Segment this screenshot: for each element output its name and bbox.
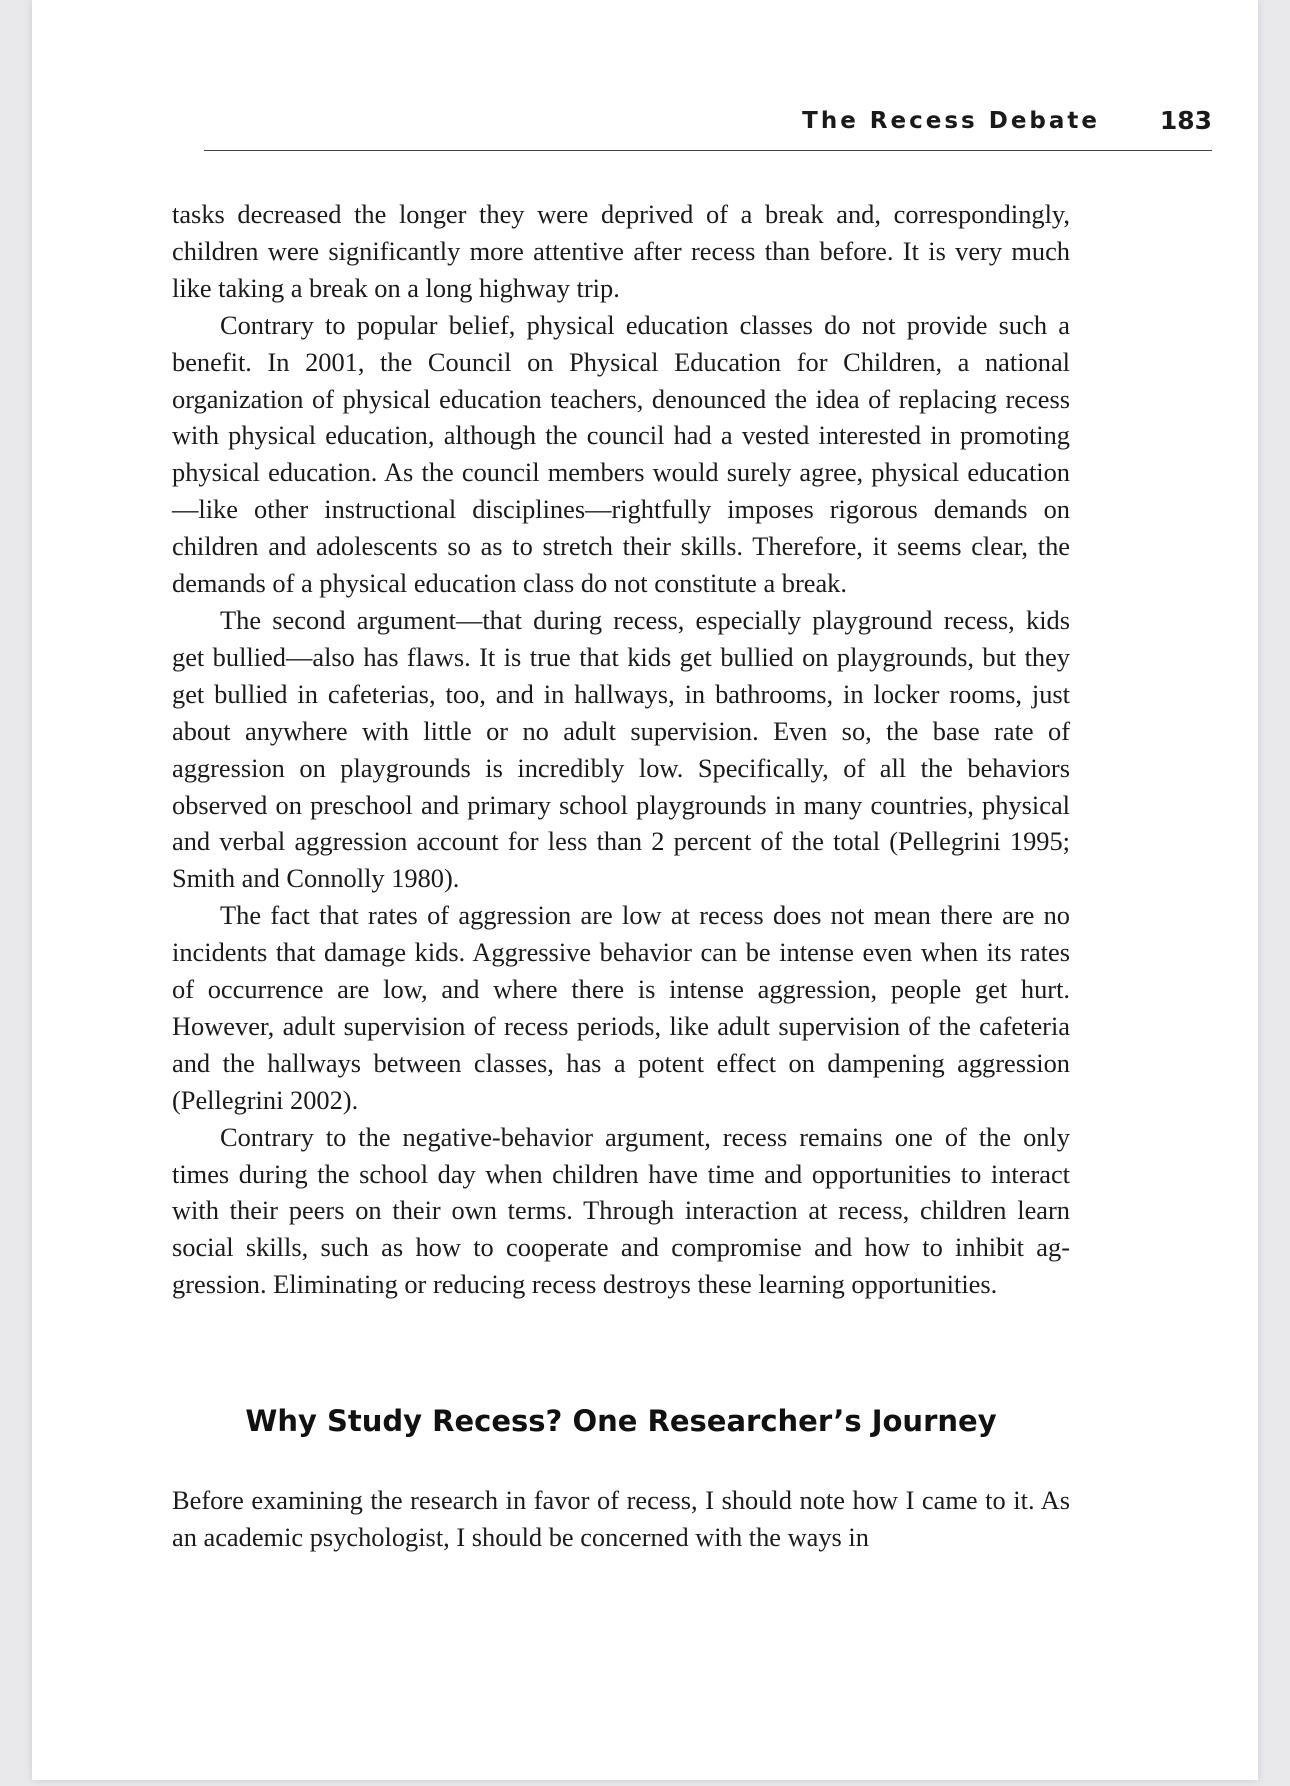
paragraph: tasks decreased the longer they were deprived of a break and, correspondingly, children were significantly more attentive after recess than before. It is very much like taking a break on a long highway trip. bbox=[172, 199, 1070, 303]
paragraph: The second argument—that during recess, especially playground recess, kids get bullied—also has flaws. It is true that kids get bullied on playgrounds, but they get bullied in cafeterias, too, and in hallways, in bathrooms, in locker rooms, just about anywhere with little or no adult supervision. Even so, the base rate of aggression on playgrounds is incredibly low. Specifically, of all the behaviors observed on preschool and primary school playgrounds in many countries, physical and verbal aggression account for less than 2 percent of the total (Pellegrini 1995; Smith and Connolly 1980). bbox=[172, 604, 1070, 894]
paragraph: Contrary to the negative-behavior argument, recess remains one of the only times during the school day when children have time and opportunities to interact with their peers on their own terms. Through interaction at recess, children learn social skills, such as how to cooperate and compromise and how to inhibit aggression. Eliminating or reducing recess destroys these learning opportunities. bbox=[172, 1121, 1070, 1300]
body-text bbox=[172, 196, 1070, 1303]
paragraph: Before examining the research in favor of recess, I should note how I came to it. As an academic psychologist, I should be concerned with the ways in bbox=[172, 1485, 1070, 1552]
page-number: 183 bbox=[1159, 106, 1212, 135]
page-header bbox=[204, 100, 1212, 151]
running-title: The Recess Debate bbox=[802, 108, 1100, 134]
paragraph: Contrary to popular belief, physical education classes do not provide such a benefit. In 2001, the Council on Physical Education for Children, a national organization of physical education teachers, denounced the idea of replacing recess with physical education, although the council had a vested interested in promoting physical education. As the council members would surely agree, physical education—like other instructional disciplines—rightfully imposes rigorous demands on children and adolescents so as to stretch their skills. Therefore, it seems clear, the demands of a physical education class do not constitute a break. bbox=[172, 309, 1070, 599]
section-body-text bbox=[172, 1482, 1070, 1556]
section-heading: Why Study Recess? One Researcher’s Journey bbox=[245, 1404, 997, 1438]
paragraph: The fact that rates of aggression are low at recess does not mean there are no incidents that damage kids. Aggressive behavior can be intense even when its rates of occurrence are low, and where there is intense aggression, people get hurt. However, adult supervision of recess periods, like adult supervision of the cafeteria and the hallways between classes, has a potent effect on dampening aggression (Pellegrini 2002). bbox=[172, 900, 1070, 1115]
